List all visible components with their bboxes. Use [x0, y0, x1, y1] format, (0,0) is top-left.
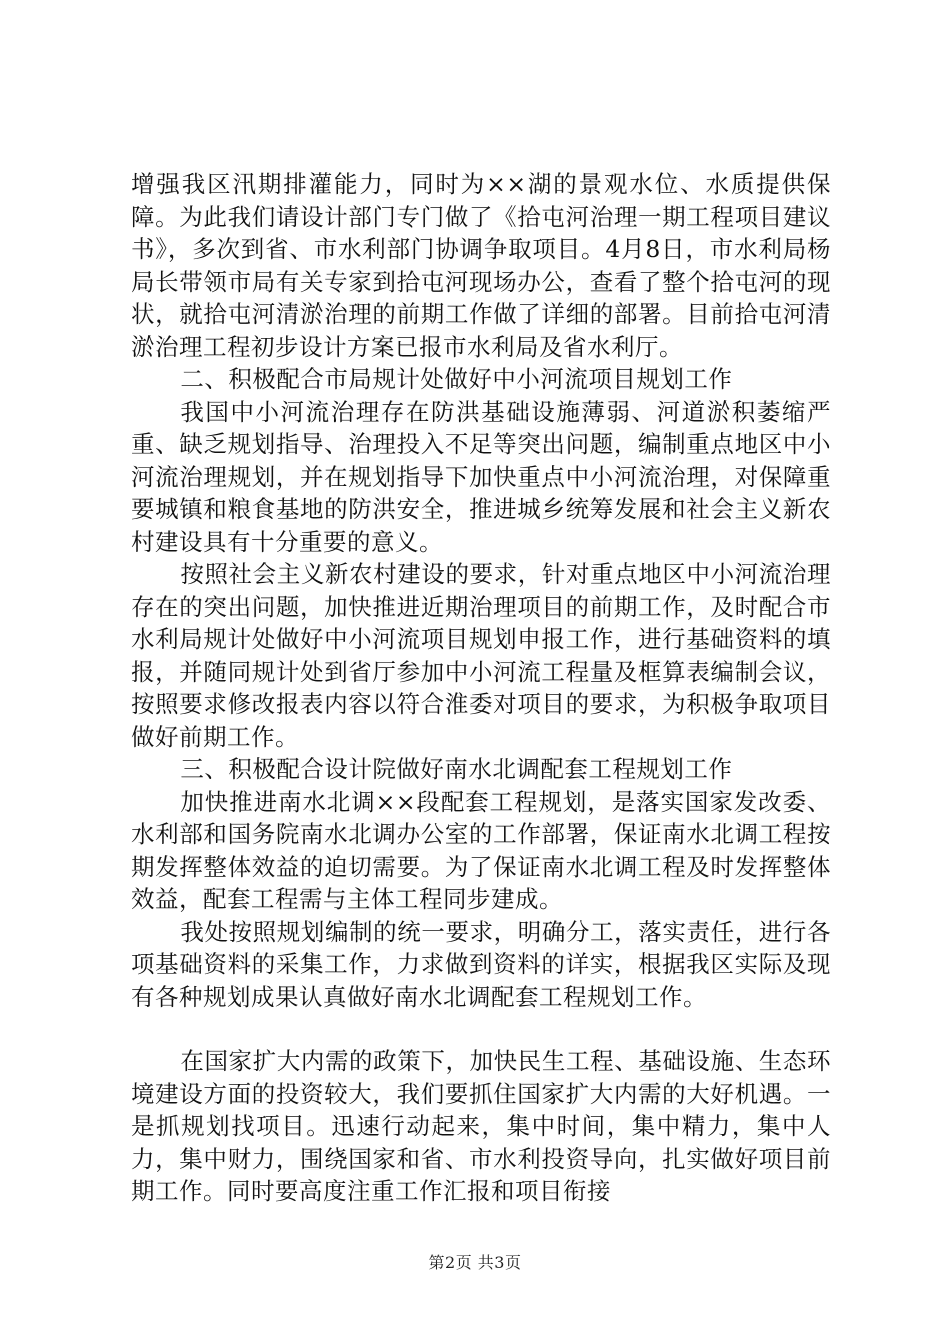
paragraph-section3-2: 我处按照规划编制的统一要求，明确分工，落实责任，进行各项基础资料的采集工作，力求做到资料的详实，根据我区实际及现有各种规划成果认真做好南水北调配套工程规划工作。 — [131, 917, 831, 1011]
paragraph-closing: 在国家扩大内需的政策下，加快民生工程、基础设施、生态环境建设方面的投资较大，我们要抓住国家扩大内需的大好机遇。一是抓规划找项目。迅速行动起来，集中时间，集中精力，集中人力，集中财力，围绕国家和省、市水利投资导向，扎实做好项目前期工作。同时要高度注重工作汇报和项目衔接 — [131, 1047, 831, 1205]
paragraph-section3-1: 加快推进南水北调××段配套工程规划，是落实国家发改委、水利部和国务院南水北调办公室的工作部署，保证南水北调工程按期发挥整体效益的迫切需要。为了保证南水北调工程及时发挥整体效益，配套工程需与主体工程同步建成。 — [131, 787, 831, 913]
section-heading-2: 二、积极配合市局规计处做好中小河流项目规划工作 — [180, 365, 733, 393]
paragraph-section2-2: 按照社会主义新农村建设的要求，针对重点地区中小河流治理存在的突出问题，加快推进近期治理项目的前期工作，及时配合市水利局规计处做好中小河流项目规划申报工作，进行基础资料的填报，并随同规计处到省厅参加中小河流工程量及框算表编制会议，按照要求修改报表内容以符合淮委对项目的要求，为积极争取项目做好前期工作。 — [131, 560, 831, 751]
paragraph-gap — [131, 1013, 831, 1045]
section-heading-3: 三、积极配合设计院做好南水北调配套工程规划工作 — [180, 755, 733, 783]
document-body — [131, 168, 831, 1208]
page-footer: 第2页 共3页 — [428, 1253, 522, 1272]
paragraph-intro: 增强我区汛期排灌能力，同时为××湖的景观水位、水质提供保障。为此我们请设计部门专门做了《拾屯河治理一期工程项目建议书》，多次到省、市水利部门协调争取项目。4月8日，市水利局杨局长带领市局有关专家到拾屯河现场办公，查看了整个拾屯河的现状，就拾屯河清淤治理的前期工作做了详细的部署。目前拾屯河清淤治理工程初步设计方案已报市水利局及省水利厅。 — [131, 170, 831, 361]
paragraph-section2-1: 我国中小河流治理存在防洪基础设施薄弱、河道淤积萎缩严重、缺乏规划指导、治理投入不足等突出问题，编制重点地区中小河流治理规划，并在规划指导下加快重点中小河流治理，对保障重要城镇和粮食基地的防洪安全，推进城乡统筹发展和社会主义新农村建设具有十分重要的意义。 — [131, 397, 831, 556]
